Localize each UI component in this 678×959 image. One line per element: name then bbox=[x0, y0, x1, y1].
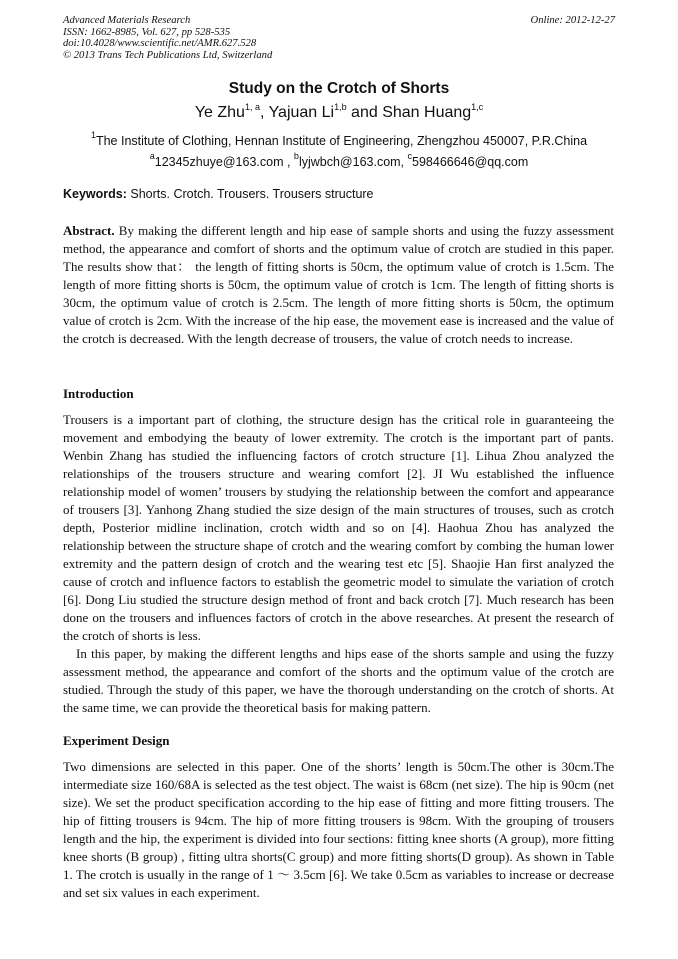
abstract-label: Abstract. bbox=[63, 223, 115, 238]
keywords-text: Shorts. Crotch. Trousers. Trousers structure bbox=[126, 187, 374, 201]
email-sup: c bbox=[407, 151, 413, 161]
email: 598466646@qq.com bbox=[412, 155, 529, 169]
author-name: Shan Huang bbox=[382, 104, 472, 121]
aff-sup: 1 bbox=[90, 130, 96, 140]
author-name: Ye Zhu bbox=[194, 104, 245, 121]
copyright: © 2013 Trans Tech Publications Ltd, Switzerland bbox=[63, 49, 273, 61]
doi: doi:10.4028/www.scientific.net/AMR.627.528 bbox=[63, 38, 257, 49]
section-heading-experiment: Experiment Design bbox=[63, 733, 170, 748]
online-date: Online: 2012-12-27 bbox=[530, 15, 615, 26]
sep: and bbox=[346, 104, 383, 121]
email-sup: b bbox=[293, 151, 299, 161]
keywords bbox=[63, 187, 374, 201]
author-name: Yajuan Li bbox=[268, 104, 335, 121]
paragraph: Trousers is a important part of clothing, the structure design has the critical role in guaranteeing the movement and embodying the beauty of lower extremity. The crotch is the important part of pants. Wenbin Zhang has studied the influencing factors of crotch structure [1]. Lihua Zhou analyzed the relationships of the trousers structure and wearing comfort [2]. JI Wu established the influence relationship model of women’ trousers by studying the relationship between the comfort and appearance of trousers [3]. Yanhong Zhang studied the size design of the main structures of trouses, such as crotch depth, Posterior midline inclination, crotch width and so on [4]. Haohua Zhou has analyzed the relationship between the structure shape of crotch and the wearing comfort by combing the human lower extremity and the pattern design of crotch and the wearing test etc [5]. Shaojie Han first analyzed the cause of crotch and influence factors to establish the geometric model to simulate the variation of crotch [6]. Dong Liu studied the structure design method of front and back crotch [7]. Much research has been done on the trousers and influences factors of crotch in the above researches. At present the research of the crotch of shorts is less. bbox=[63, 412, 614, 643]
experiment-body bbox=[63, 758, 614, 902]
sep: , bbox=[259, 104, 269, 121]
journal-header bbox=[63, 15, 615, 61]
author-sup: 1,c bbox=[471, 102, 484, 112]
affiliation bbox=[0, 130, 678, 148]
abstract bbox=[63, 222, 614, 348]
authors bbox=[0, 102, 678, 122]
author-sup: 1, a bbox=[244, 102, 260, 112]
email: lyjwbch@163.com, bbox=[298, 155, 408, 169]
aff-text: The Institute of Clothing, Hennan Institute of Engineering, Zhengzhou 450007, P.R.China bbox=[95, 134, 588, 148]
email-sup: a bbox=[149, 151, 155, 161]
section-heading-introduction: Introduction bbox=[63, 386, 134, 401]
emails bbox=[0, 151, 678, 169]
keywords-label: Keywords: bbox=[63, 187, 127, 201]
paragraph: In this paper, by making the different lengths and hips ease of the shorts sample and using the fuzzy assessment method, the appearance and comfort of the shorts and the optimum value of the crotch are studied. Through the study of this paper, we have the thorough understanding on the crotch of shorts. At the same time, we can provide the theoretical basis for making pattern. bbox=[63, 646, 614, 715]
issn: ISSN: 1662-8985, Vol. 627, pp 528-535 bbox=[63, 26, 231, 38]
author-sup: 1,b bbox=[334, 102, 347, 112]
paragraph: Two dimensions are selected in this paper. One of the shorts’ length is 50cm.The other is 30cm.The intermediate size 160/68A is selected as the test object. The waist is 68cm (net size). The hip is 90cm (net size). We set the product specification according to the hip ease of fitting and more fitting trousers. The hip of fitting trousers is 94cm. The hip of more fitting trousers is 98cm. With the grouping of trousers length and the hip, the experiment is divided into four sections: fitting knee shorts (A group), more fitting knee shorts (B group) , fitting ultra shorts(C group) and more fitting shorts(D group). As shown in Table 1. The crotch is usually in the range of 1 ～ 3.5cm [6]. We take 0.5cm as variables to increase or decrease and set six values in each experiment. bbox=[63, 759, 614, 900]
email: 12345zhuye@163.com , bbox=[154, 155, 294, 169]
introduction-body bbox=[63, 411, 614, 717]
paper-title: Study on the Crotch of Shorts bbox=[228, 80, 450, 97]
journal-name: Advanced Materials Research bbox=[63, 15, 191, 26]
abstract-text: By making the different length and hip ease of sample shorts and using the fuzzy assessment method, the appearance and comfort of shorts and the optimum value of crotch are studied in this paper. The results show that： the length of fitting shorts is 50cm, the optimum value of crotch is 1.5cm. The length of more fitting shorts is 50cm, the optimum value of crotch is 1cm. The length of fitting shorts is 30cm, the optimum value of crotch is 2.5cm. The length of more fitting shorts is 50cm, the optimum value of crotch is 2cm. With the increase of the hip ease, the movement ease is increased and the value of the crotch is decreased. With the length decrease of trousers, the value of crotch needs to increase. bbox=[63, 223, 614, 346]
